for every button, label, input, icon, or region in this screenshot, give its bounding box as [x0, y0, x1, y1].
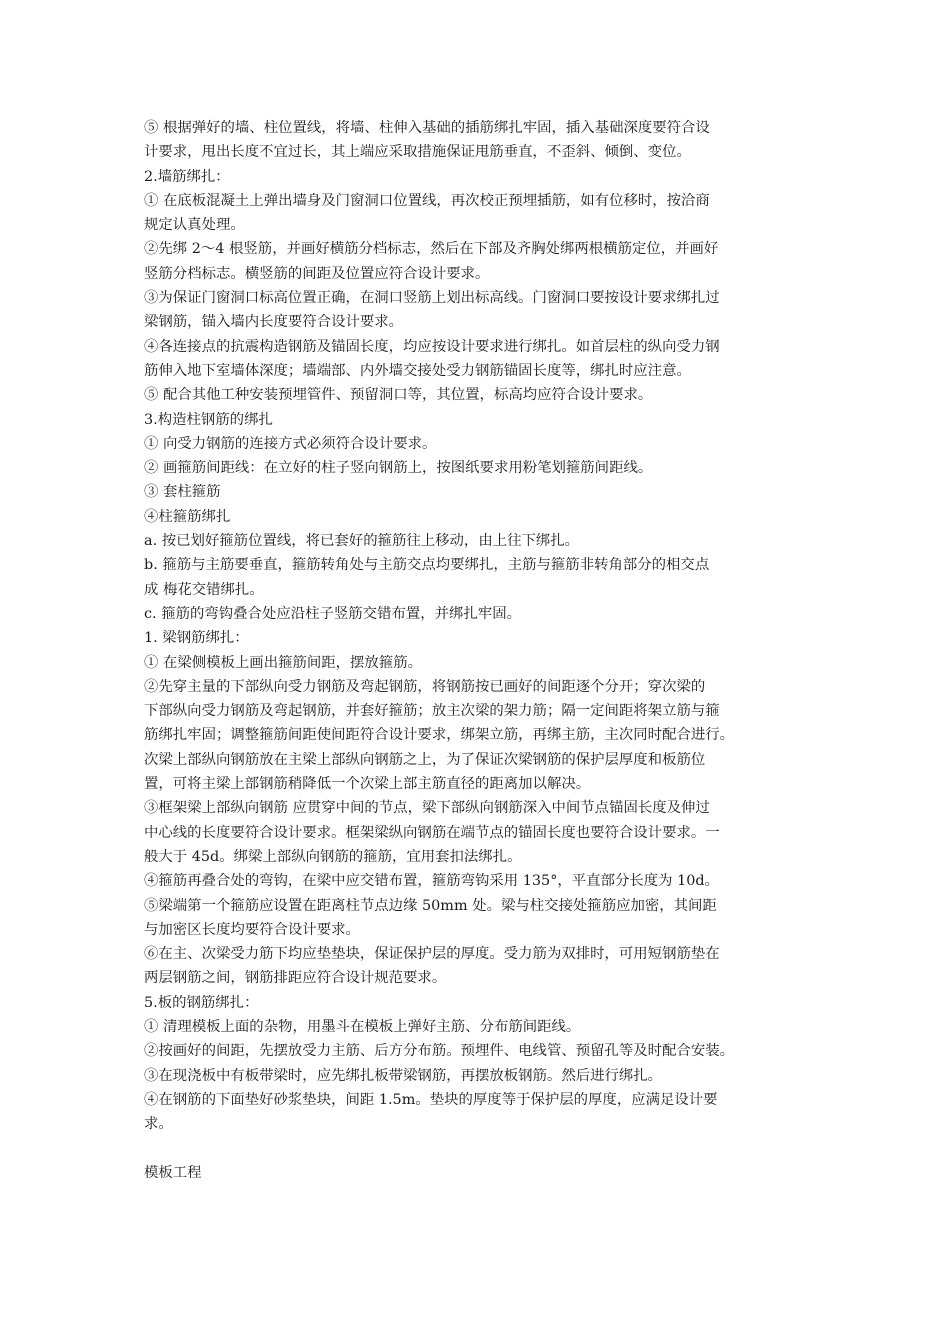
- text-line: ③在现浇板中有板带梁时，应先绑扎板带梁钢筋，再摆放板钢筋。然后进行绑扎。: [144, 1067, 663, 1084]
- text-line: a. 按已划好箍筋位置线，将已套好的箍筋往上移动，由上往下绑扎。: [144, 533, 580, 550]
- text-line: ②先绑 2～4 根竖筋，并画好横筋分档标志，然后在下部及齐胸处绑两根横筋定位，并画好: [144, 241, 719, 258]
- document-body: [144, 116, 810, 1185]
- text-line: 置，可将主梁上部钢筋稍降低一个次梁上部主筋直径的距离加以解决。: [144, 776, 591, 793]
- text-line: 两层钢筋之间，钢筋排距应符合设计规范要求。: [144, 970, 447, 987]
- text-line: ⑤梁端第一个箍筋应设置在距离柱节点边缘 50mm 处。梁与柱交接处箍筋应加密，其间距: [144, 897, 717, 914]
- text-line: ③ 套柱箍筋: [144, 484, 221, 501]
- text-line: ③为保证门窗洞口标高位置正确，在洞口竖筋上划出标高线。门窗洞口要按设计要求绑扎过: [144, 290, 720, 307]
- text-line: 筋伸入地下室墙体深度；墙端部、内外墙交接处受力钢筋锚固长度等，绑扎时应注意。: [144, 362, 691, 379]
- text-line: 梁钢筋，锚入墙内长度要符合设计要求。: [144, 314, 404, 331]
- blank-line: [144, 1136, 810, 1160]
- text-line: 规定认真处理。: [144, 217, 245, 234]
- text-line: b. 箍筋与主筋要垂直，箍筋转角处与主筋交点均要绑扎，主筋与箍筋非转角部分的相交点: [144, 557, 710, 574]
- text-line: 竖筋分档标志。横竖筋的间距及位置应符合设计要求。: [144, 265, 490, 282]
- text-line: 中心线的长度要符合设计要求。框架梁纵向钢筋在端节点的锚固长度也要符合设计要求。一: [144, 824, 720, 841]
- text-line: ① 清理模板上面的杂物，用墨斗在模板上弹好主筋、分布筋间距线。: [144, 1018, 581, 1035]
- text-line: 般大于 45d。绑梁上部纵向钢筋的箍筋，宜用套扣法绑扎。: [144, 848, 522, 865]
- text-line: ⑤ 根据弹好的墙、柱位置线，将墙、柱伸入基础的插筋绑扎牢固，插入基础深度要符合设: [144, 120, 710, 136]
- text-line: 计要求，甩出长度不宜过长，其上端应采取措施保证甩筋垂直，不歪斜、倾倒、变位。: [144, 144, 691, 161]
- text-line: ⑤ 配合其他工种安装预埋管件、预留洞口等，其位置，标高均应符合设计要求。: [144, 387, 653, 404]
- text-line: 5.板的钢筋绑扎：: [144, 994, 259, 1011]
- text-line: 求。: [144, 1116, 173, 1133]
- text-line: ① 在底板混凝土上弹出墙身及门窗洞口位置线，再次校正预埋插筋，如有位移时，按洽商: [144, 192, 710, 209]
- text-line: c. 箍筋的弯钩叠合处应沿柱子竖筋交错布置，并绑扎牢固。: [144, 605, 521, 622]
- text-line: 筋绑扎牢固；调整箍筋间距使间距符合设计要求，绑架立筋，再绑主筋，主次同时配合进行。: [144, 727, 735, 744]
- text-lines: [144, 116, 810, 1136]
- text-line: ④柱箍筋绑扎: [144, 508, 231, 525]
- text-line: 与加密区长度均要符合设计要求。: [144, 921, 360, 938]
- text-line: ② 画箍筋间距线：在立好的柱子竖向钢筋上，按图纸要求用粉笔划箍筋间距线。: [144, 460, 653, 477]
- text-line: ②先穿主量的下部纵向受力钢筋及弯起钢筋，将钢筋按已画好的间距逐个分开；穿次梁的: [144, 678, 706, 695]
- text-line: 1. 梁钢筋绑扎：: [144, 630, 249, 647]
- text-line: 3.构造柱钢筋的绑扎: [144, 411, 273, 428]
- text-line: 2.墙筋绑扎：: [144, 168, 230, 185]
- text-line: 成 梅花交错绑扎。: [144, 581, 264, 598]
- text-line: 次梁上部纵向钢筋放在主梁上部纵向钢筋之上，为了保证次梁钢筋的保护层厚度和板筋位: [144, 751, 706, 768]
- text-line: ① 向受力钢筋的连接方式必须符合设计要求。: [144, 435, 437, 452]
- text-line: ⑥在主、次梁受力筋下均应垫垫块，保证保护层的厚度。受力筋为双排时，可用短钢筋垫在: [144, 946, 720, 963]
- text-line: ④各连接点的抗震构造钢筋及锚固长度，均应按设计要求进行绑扎。如首层柱的纵向受力钢: [144, 338, 720, 355]
- text-line: ②按画好的间距，先摆放受力主筋、后方分布筋。预埋件、电线管、预留孔等及时配合安装。: [144, 1043, 735, 1060]
- text-line: ④箍筋再叠合处的弯钩，在梁中应交错布置，箍筋弯钩采用 135°，平直部分长度为 10d。: [144, 873, 720, 890]
- text-line: 下部纵向受力钢筋及弯起钢筋，并套好箍筋；放主次梁的架力筋；隔一定间距将架立筋与箍: [144, 703, 720, 720]
- text-line: ① 在梁侧模板上画出箍筋间距，摆放箍筋。: [144, 654, 422, 671]
- section-title: 模板工程: [144, 1164, 202, 1181]
- text-line: ③框架梁上部纵向钢筋 应贯穿中间的节点，梁下部纵向钢筋深入中间节点锚固长度及伸过: [144, 800, 710, 817]
- text-line: ④在钢筋的下面垫好砂浆垫块，间距 1.5m。垫块的厚度等于保护层的厚度，应满足设计要: [144, 1091, 718, 1108]
